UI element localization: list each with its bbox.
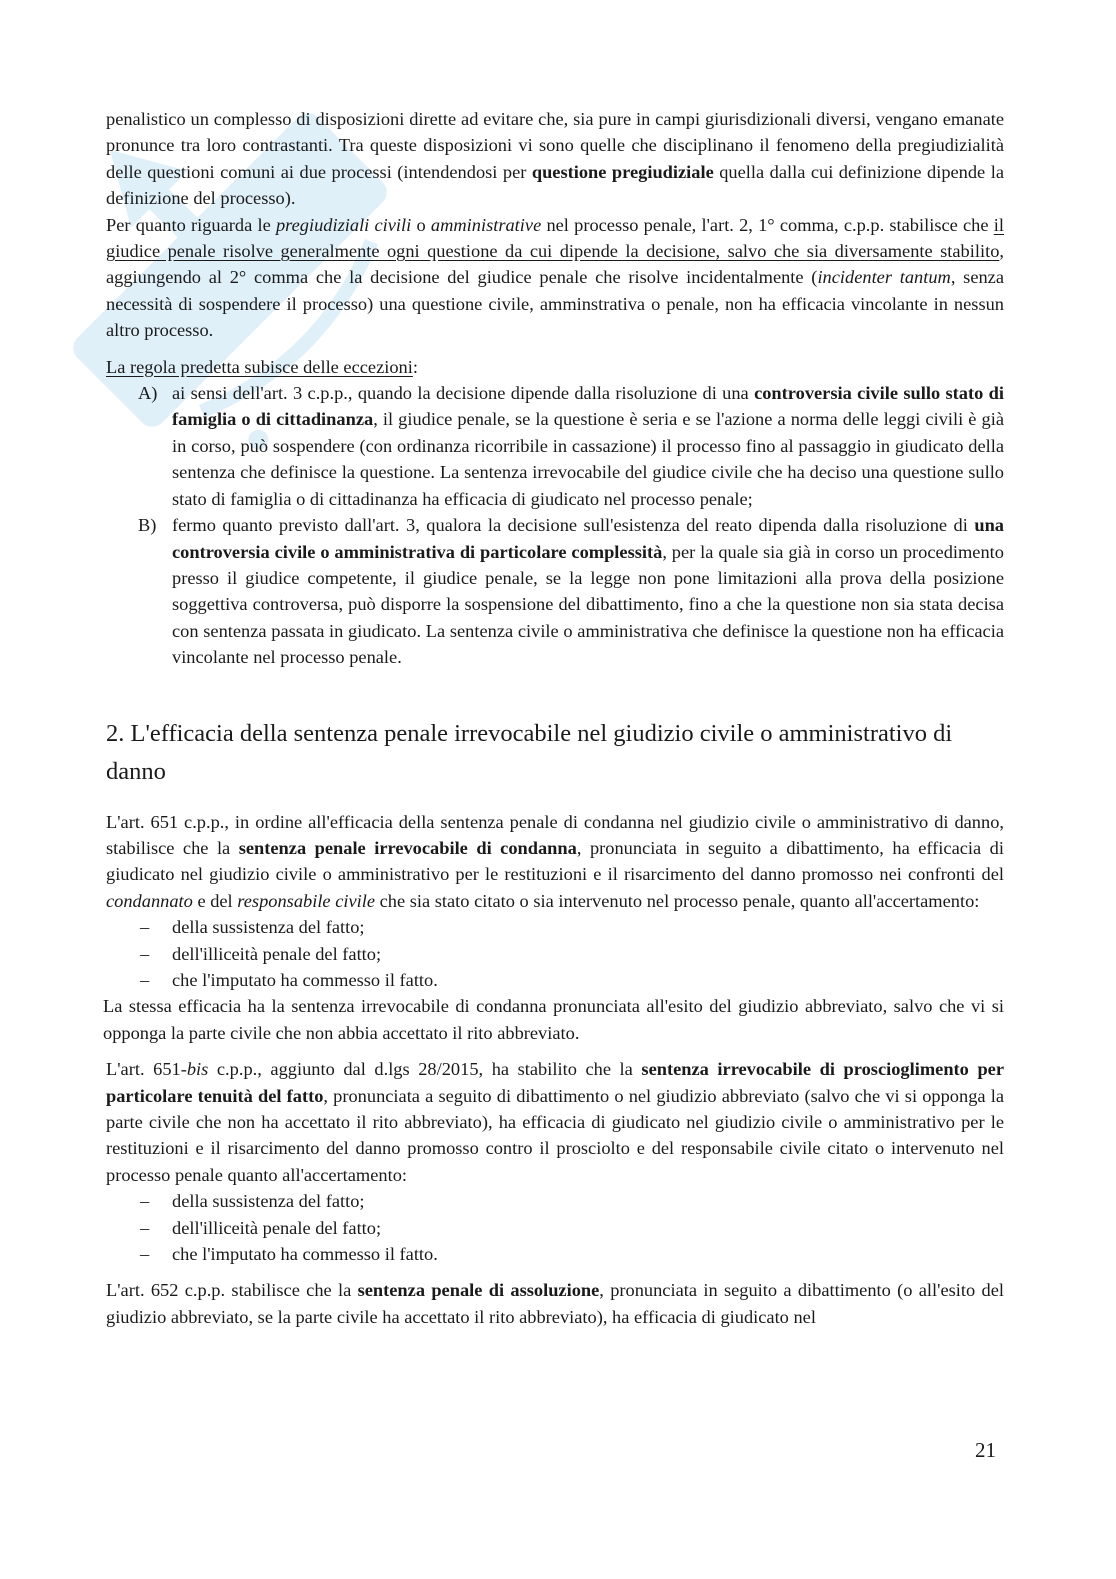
intro-paragraph: penalistico un complesso di disposizioni dirette ad evitare che, sia pure in campi giurisdizionali diversi, vengano emanate pronunce tra loro contrastanti. Tra queste disposizioni vi sono quelle che disciplinano il fenomeno della pregiudizialità delle questioni comuni ai due processi (intendendosi per questione pregiudiziale quella dalla cui definizione dipende la definizione del processo).: [106, 109, 1004, 209]
section-heading: 2. L'efficacia della sentenza penale irrevocabile nel giudizio civile o amministrativo di danno: [106, 719, 953, 785]
list-item: – che l'imputato ha commesso il fatto.: [106, 967, 1004, 993]
list-item: – dell'illiceità penale del fatto;: [106, 1215, 1004, 1241]
list-marker: B): [138, 515, 157, 536]
art-651-bis-paragraph: L'art. 651-bis c.p.p., aggiunto dal d.lgs 28/2015, ha stabilito che la sentenza irrevocabile di proscioglimento per particolare tenuità del fatto, pronunciata a seguito di dibattimento o nel giudizio abbreviato (salvo che vi si opponga la parte civile che non ha accettato il rito abbreviato), ha efficacia di giudicato nel giudizio civile o amministrativo per le restituzioni e il risarcimento del danno promosso contro il prosciolto e del responsabile civile citato o intervenuto nel processo penale quanto all'accertamento:: [106, 1059, 1004, 1185]
dash-marker: –: [140, 1191, 150, 1212]
list-item: A) ai sensi dell'art. 3 c.p.p., quando la decisione dipende dalla risoluzione di una controversia civile sullo stato di famiglia o di cittadinanza, il giudice penale, se la questione è seria e se l'azione a norma delle leggi civili è già in corso, può sospendere (con ordinanza ricorribile in cassazione) il processo fino al passaggio in giudicato della sentenza che definisce la questione. La sentenza irrevocabile del giudice civile che ha deciso una questione sullo stato di famiglia o di cittadinanza ha efficacia di giudicato nel processo penale;: [106, 380, 1004, 512]
dash-marker: –: [140, 1244, 150, 1265]
list-item: – della sussistenza del fatto;: [106, 1188, 1004, 1214]
accertamento-list-1: [106, 914, 1004, 993]
pregiudiziali-paragraph: Per quanto riguarda le pregiudiziali civili o amministrative nel processo penale, l'art. 2, 1° comma, c.p.p. stabilisce che il giudice penale risolve generalmente ogni questione da cui dipende la decisione, salvo che sia diversamente stabilito, aggiungendo al 2° comma che la decisione del giudice penale che risolve incidentalmente (incidenter tantum, senza necessità di sospendere il processo) una questione civile, amminstrativa o penale, non ha efficacia vincolante in nessun altro processo.: [106, 214, 1004, 341]
art-651-paragraph: L'art. 651 c.p.p., in ordine all'efficacia della sentenza penale di condanna nel giudizio civile o amministrativo di danno, stabilisce che la sentenza penale irrevocabile di condanna, pronunciata in seguito a dibattimento, ha efficacia di giudicato nel giudizio civile o amministrativo per le restituzioni e il risarcimento del danno promosso nei confronti del condannato e del responsabile civile che sia stato citato o sia intervenuto nel processo penale, quanto all'accertamento:: [106, 811, 1004, 911]
art-652-paragraph: L'art. 652 c.p.p. stabilisce che la sentenza penale di assoluzione, pronunciata in seguito a dibattimento (o all'esito del giudizio abbreviato, se la parte civile ha accettato il rito abbreviato), ha efficacia di giudicato nel: [106, 1280, 1004, 1327]
exceptions-list: [106, 380, 1004, 670]
dash-marker: –: [140, 943, 150, 964]
list-marker: A): [138, 383, 158, 404]
same-efficacy-paragraph: La stessa efficacia ha la sentenza irrevocabile di condanna pronunciata all'esito del giudizio abbreviato, salvo che vi si opponga la parte civile che non abbia accettato il rito abbreviato.: [103, 996, 1004, 1043]
dash-marker: –: [140, 969, 150, 990]
list-item: – della sussistenza del fatto;: [106, 914, 1004, 940]
list-item: – che l'imputato ha commesso il fatto.: [106, 1241, 1004, 1267]
list-item: – dell'illiceità penale del fatto;: [106, 941, 1004, 967]
dash-marker: –: [140, 1217, 150, 1238]
dash-marker: –: [140, 917, 150, 938]
list-item: B) fermo quanto previsto dall'art. 3, qualora la decisione sull'esistenza del reato dipenda dalla risoluzione di una controversia civile o amministrativa di particolare complessità, per la quale sia già in corso un procedimento presso il giudice competente, il giudice penale, se la legge non pone limitazioni alla prova della posizione soggettiva controversa, può disporre la sospensione del dibattimento, fino a che la questione non sia stata decisa con sentenza passata in giudicato. La sentenza civile o amministrativa che definisce la questione non ha efficacia vincolante nel processo penale.: [106, 512, 1004, 670]
document-page: [103, 106, 1004, 1330]
page-number: 21: [975, 1438, 996, 1462]
accertamento-list-2: [106, 1188, 1004, 1267]
exceptions-intro: La regola predetta subisce delle eccezioni:: [106, 356, 418, 377]
